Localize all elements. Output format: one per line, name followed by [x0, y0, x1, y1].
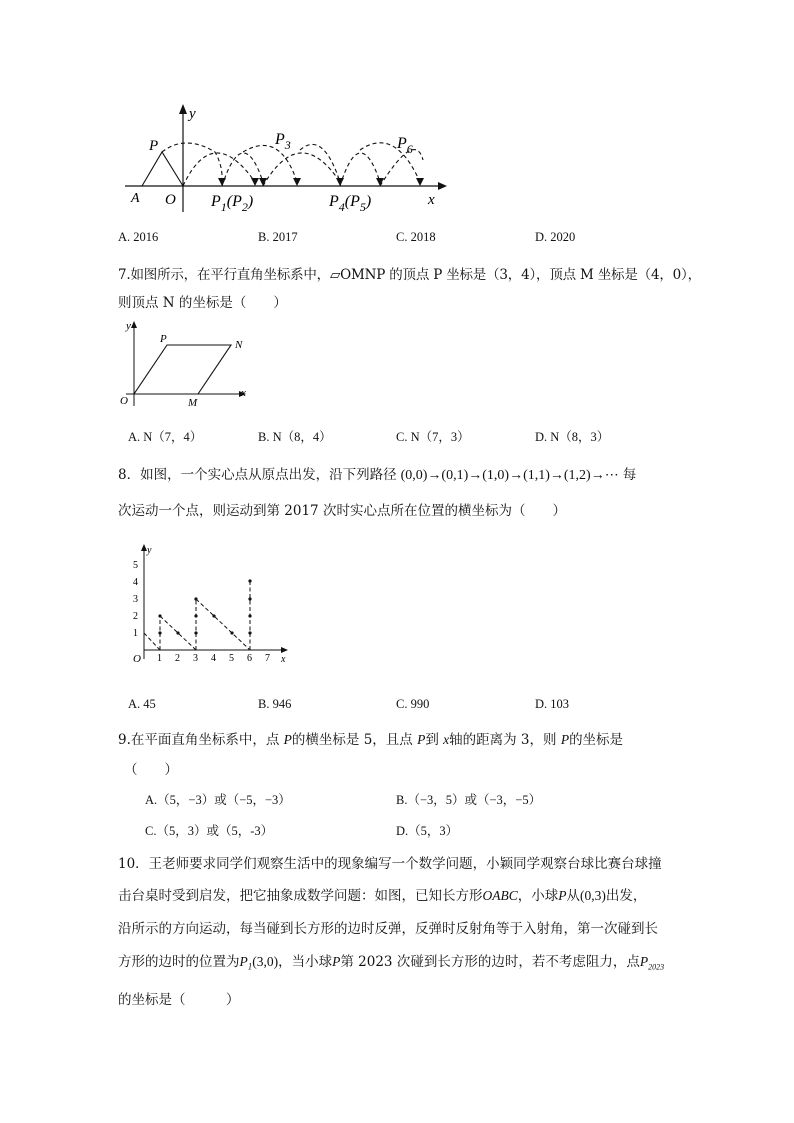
- label-y: y: [147, 545, 152, 556]
- q9-option-d[interactable]: D.（5，3）: [396, 824, 459, 838]
- q10-var-OABC: OABC: [482, 888, 518, 903]
- arrowhead-3: [259, 178, 267, 186]
- q8-figure: [130, 541, 295, 666]
- y-tick-1: 1: [133, 628, 138, 639]
- arc-2: [183, 153, 255, 186]
- q10-P1-val: (3,0): [252, 954, 279, 969]
- q9-text-d: 轴的距离为 3，则: [449, 732, 561, 748]
- x-tick-1: 1: [157, 653, 162, 664]
- arrowhead-7: [416, 178, 424, 186]
- y-tick-labels: [133, 560, 138, 639]
- y-tick-2: 2: [133, 611, 138, 622]
- q9-var-P3: P: [560, 732, 570, 747]
- q8-text-line2: 次运动一个点，则运动到第 2017 次时实心点所在位置的横坐标为（ ）: [118, 503, 566, 519]
- x-axis-arrow: [438, 182, 447, 190]
- y-tick-4: 4: [133, 577, 138, 588]
- label-P3: $P_3$: [275, 131, 291, 152]
- arc-1: [162, 143, 222, 182]
- q7-option-b[interactable]: B. N（8，4）: [258, 430, 332, 444]
- arrowhead-5: [336, 178, 344, 186]
- arrowhead-2: [251, 178, 259, 186]
- x-tick-labels: [157, 653, 270, 664]
- q7-text-line1: 7.如图所示，在平行直角坐标系中，▱OMNP 的顶点 P 坐标是（3，4），顶点 M 坐标是（4，0），: [118, 267, 701, 283]
- x-tick-6: 6: [247, 653, 252, 664]
- q7-option-d[interactable]: D. N（8，3）: [535, 430, 610, 444]
- label-M: M: [188, 397, 198, 408]
- q10-var-P: P: [558, 888, 567, 903]
- label-P1-P2: $P_1(P_2)$: [211, 193, 254, 214]
- q10-text-2b: ，小球: [517, 888, 559, 904]
- q8-text-intro: 8．如图，一个实心点从原点出发，沿下列路径: [118, 467, 397, 483]
- arc-9: [380, 150, 423, 186]
- q9-text-c: 到: [425, 732, 444, 748]
- triangle-APO: [142, 152, 183, 186]
- q9-text-e: 的坐标是: [569, 732, 624, 748]
- q9-text-a: 9.在平面直角坐标系中，点: [118, 732, 284, 748]
- q10-text-line1: 10．王老师要求同学们观察生活中的现象编写一个数学问题，小颖同学观察台球比赛台球撞: [118, 856, 662, 872]
- q9-text-line2: （ ）: [124, 762, 178, 778]
- arrowhead-6: [376, 178, 384, 186]
- label-O: O: [133, 653, 141, 665]
- arc-5: [263, 153, 340, 186]
- label-O: O: [165, 192, 176, 208]
- q6-figure: [125, 100, 455, 215]
- q8-option-c[interactable]: C. 990: [396, 697, 430, 711]
- q6-option-a[interactable]: A. 2016: [118, 230, 159, 244]
- x-tick-3: 3: [193, 653, 198, 664]
- y-axis-arrow: [179, 104, 187, 114]
- q7-text-line2: 则顶点 N 的坐标是（ ）: [118, 295, 287, 311]
- x-axis-arrow: [281, 647, 288, 653]
- label-N: N: [235, 339, 243, 351]
- label-x: x: [281, 654, 286, 665]
- q9-option-c[interactable]: C.（5，3）或（5，-3）: [145, 824, 274, 838]
- parallelogram-OMNP: [134, 345, 231, 394]
- q10-text-4b: ，当小球: [278, 954, 333, 970]
- q9-text-line1: [118, 728, 623, 748]
- q10-text-line4: [118, 950, 664, 972]
- arrowhead-4: [293, 178, 301, 186]
- q10-text-line3: 沿所示的方向运动，每当碰到长方形的边时反弹，反弹时反射角等于入射角，第一次碰到长: [118, 921, 658, 937]
- arc-7: [340, 153, 380, 186]
- label-y: y: [126, 320, 131, 332]
- q9-var-P: P: [283, 732, 292, 747]
- label-y: y: [189, 106, 196, 122]
- q6-option-d[interactable]: D. 2020: [535, 230, 576, 244]
- label-x: x: [241, 387, 246, 399]
- q7-figure: [118, 318, 258, 408]
- q6-option-c[interactable]: C. 2018: [396, 230, 436, 244]
- q10-var-P2023: $P_{2023}$: [639, 954, 665, 972]
- q8-text-line1: [118, 463, 636, 484]
- label-A: A: [131, 191, 140, 206]
- x-tick-4: 4: [211, 653, 216, 664]
- path-dots: [158, 579, 251, 634]
- q10-text-4c: 第 2023 次碰到长方形的边时，若不考虑阻力，点: [340, 954, 640, 970]
- q9-var-P2: P: [417, 732, 426, 747]
- q10-var-P1: $P_1$: [239, 954, 253, 972]
- label-P4-P5: $P_4(P_5)$: [329, 193, 372, 214]
- path-segment-1: [144, 633, 160, 650]
- label-O: O: [120, 395, 128, 407]
- y-tick-5: 5: [133, 560, 138, 571]
- q10-text-line2: [118, 884, 646, 904]
- x-tick-2: 2: [175, 653, 180, 664]
- q8-option-d[interactable]: D. 103: [535, 697, 570, 711]
- q10-var-P-again: P: [332, 954, 341, 969]
- arrowhead-1: [218, 178, 226, 186]
- q6-option-b[interactable]: B. 2017: [258, 230, 298, 244]
- q9-text-b: 的横坐标是 5，且点: [291, 732, 418, 748]
- q10-start: (0,3): [580, 888, 606, 903]
- q7-option-c[interactable]: C. N（7，3）: [396, 430, 470, 444]
- y-tick-3: 3: [133, 594, 138, 605]
- q8-text-end: 每: [622, 467, 637, 483]
- q8-option-a[interactable]: A. 45: [128, 697, 156, 711]
- label-P: P: [149, 138, 159, 154]
- x-tick-7: 7: [265, 653, 270, 664]
- q9-option-a[interactable]: A.（5，−3）或（−5，−3）: [145, 793, 291, 807]
- q9-var-x: x: [443, 732, 450, 747]
- q10-text-2d: 出发，: [605, 888, 647, 904]
- label-P: P: [160, 333, 167, 345]
- label-P6: $P_6$: [397, 135, 413, 156]
- x-tick-5: 5: [229, 653, 234, 664]
- q8-option-b[interactable]: B. 946: [258, 697, 292, 711]
- q9-option-b[interactable]: B.（−3，5）或（−3，−5）: [396, 793, 542, 807]
- q10-text-line5: 的坐标是（ ）: [118, 992, 240, 1008]
- y-axis-arrow: [131, 321, 137, 328]
- q7-option-a[interactable]: A. N（7，4）: [128, 430, 203, 444]
- arc-6: [300, 144, 340, 182]
- path-segment-5: [196, 599, 250, 650]
- q8-path: (0,0)→(0,1)→(1,0)→(1,1)→(1,2)→⋯: [400, 468, 619, 483]
- q10-text-2a: 击台桌时受到启发，把它抽象成数学问题：如图，已知长方形: [118, 888, 483, 904]
- q10-text-2c: 从: [566, 888, 580, 904]
- label-x: x: [428, 192, 435, 208]
- q10-text-4a: 方形的边时的位置为: [118, 954, 240, 970]
